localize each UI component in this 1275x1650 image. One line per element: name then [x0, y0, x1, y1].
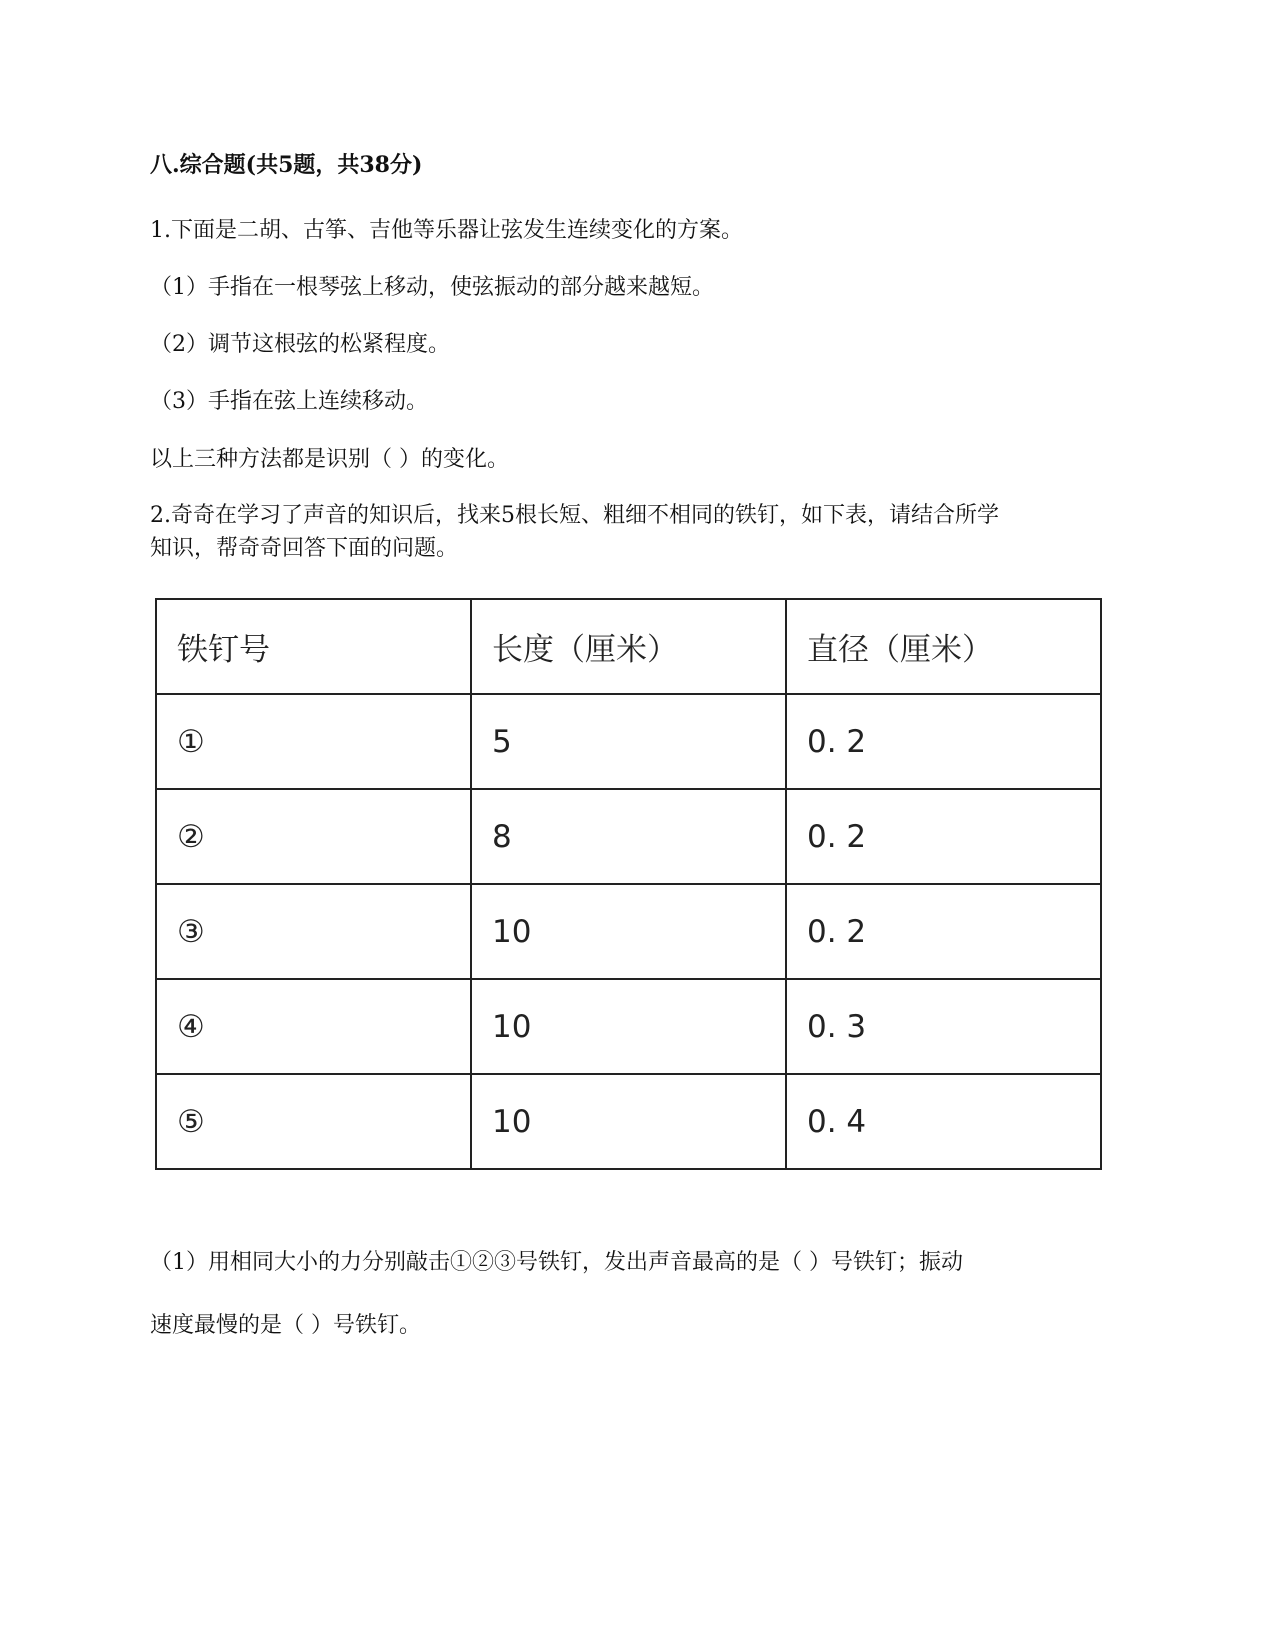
nail-table [155, 598, 1102, 1170]
question-2-stem-line-2: 知识，帮奇奇回答下面的问题。 [150, 536, 459, 561]
header-length: 长度（厘米） [471, 599, 786, 694]
cell-length: 10 [471, 884, 786, 979]
question-2-sub-1-line-1: （1）用相同大小的力分别敲击①②③号铁钉，发出声音最高的是（ ）号铁钉；振动 [150, 1250, 963, 1275]
cell-length: 10 [471, 979, 786, 1074]
question-1-stem: 1.下面是二胡、古筝、吉他等乐器让弦发生连续变化的方案。 [150, 218, 743, 243]
cell-length: 5 [471, 694, 786, 789]
cell-nail-number: ② [156, 789, 471, 884]
cell-nail-number: ⑤ [156, 1074, 471, 1169]
section-title: 八.综合题(共5题，共38分) [150, 152, 423, 178]
question-2-stem-line-1: 2.奇奇在学习了声音的知识后，找来5根长短、粗细不相同的铁钉，如下表，请结合所学 [150, 503, 999, 528]
cell-diameter: 0. 2 [786, 884, 1101, 979]
cell-diameter: 0. 3 [786, 979, 1101, 1074]
cell-length: 10 [471, 1074, 786, 1169]
cell-diameter: 0. 2 [786, 694, 1101, 789]
table-row [156, 884, 1101, 979]
cell-diameter: 0. 4 [786, 1074, 1101, 1169]
table-row [156, 979, 1101, 1074]
question-1-item-3: （3）手指在弦上连续移动。 [150, 389, 428, 414]
cell-length: 8 [471, 789, 786, 884]
header-nail-number: 铁钉号 [156, 599, 471, 694]
table-row [156, 1074, 1101, 1169]
cell-nail-number: ③ [156, 884, 471, 979]
cell-nail-number: ① [156, 694, 471, 789]
question-1-conclusion: 以上三种方法都是识别（ ）的变化。 [150, 447, 509, 472]
cell-nail-number: ④ [156, 979, 471, 1074]
question-2-sub-1-line-2: 速度最慢的是（ ）号铁钉。 [150, 1313, 421, 1338]
question-1-item-1: （1）手指在一根琴弦上移动，使弦振动的部分越来越短。 [150, 275, 714, 300]
header-diameter: 直径（厘米） [786, 599, 1101, 694]
table-header-row [156, 599, 1101, 694]
cell-diameter: 0. 2 [786, 789, 1101, 884]
table-row [156, 694, 1101, 789]
question-1-item-2: （2）调节这根弦的松紧程度。 [150, 332, 450, 357]
table-row [156, 789, 1101, 884]
